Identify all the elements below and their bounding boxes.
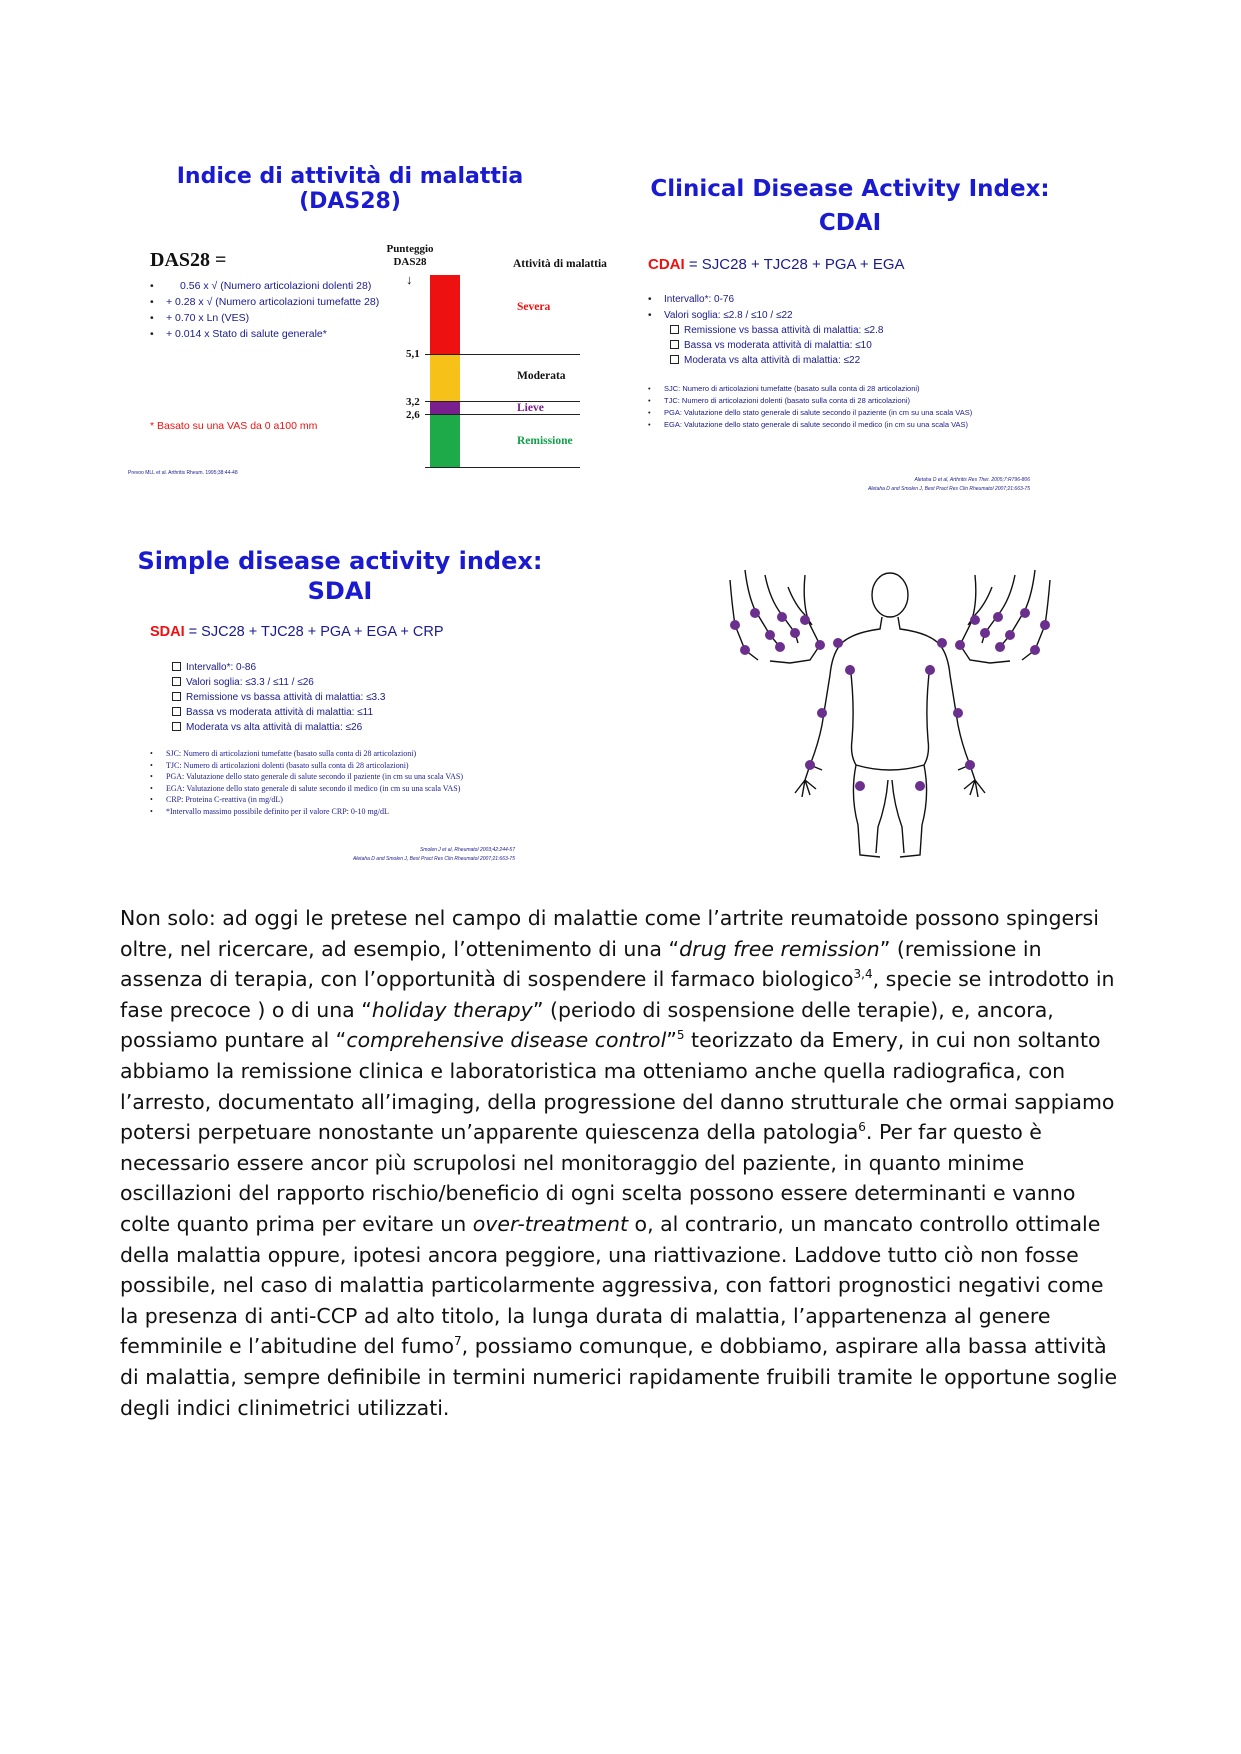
joint-marker	[995, 642, 1005, 652]
joint-marker	[765, 630, 775, 640]
checkbox-icon	[172, 677, 181, 686]
sdai-definitions	[150, 748, 540, 817]
cdai-threshold-item: Remissione vs bassa attività di malattia: ≤2.8	[670, 323, 883, 338]
das28-formula-item: • 0.56 x √ (Numero articolazioni dolenti 28)	[150, 278, 440, 294]
paragraph-text: Non solo: ad oggi le pretese nel campo di malattie come l’artrite reumatoide possono spingersi oltre, nel ricercare, ad esempio, l’ottenimento di una “drug free remission” (remissione in assenza di terapia, con l’opportunità di sospendere il farmaco biologico$^{3,4}$, specie se introdotto in fase precoce ) o di una “holiday therapy” (periodo di sospensione delle terapie), e, ancora, possiamo puntare al “comprehensive disease control”$^5$ teorizzato da Emery, in cui non soltanto abbiamo la remissione clinica e laboratoristica ma otteniamo anche quella radiografica, con l’arresto, documentato all’imaging, della progressione del danno strutturale che ormai sappiamo potersi perpetuare nonostante un’apparente quiescenza della patologia$^6$. Per far questo è necessario essere ancor più scrupolosi nel monitoraggio del paziente, in quanto minime oscillazioni del rapporto rischio/beneficio di ogni scelta possono essere determinanti e vanno colte quanto prima per evitare un over-treatment o, al contrario, un mancato controllo ottimale della malattia oppure, ipotesi ancora peggiore, una riattivazione. Laddove tutto ciò non fosse possibile, nel caso di malattia particolarmente aggressiva, con fattori prognostici negativi come la presenza di anti-CCP ad alto titolo, la lunga durata di malattia, l’appartenenza al genere femminile e l’abitudine del fumo$^7$, possiamo comunque, e dobbiamo, aspirare alla bassa attività di malattia, sempre definibile in termini numerici rapidamente fruibili tramite le opportune soglie degli indici clinimetrici utilizzati.	[120, 906, 1118, 1420]
cdai-definition: • PGA: Valutazione dello stato generale di salute secondo il paziente (in cm su una scala VAS)	[648, 407, 1068, 419]
joint-marker	[953, 708, 963, 718]
joint-marker	[955, 640, 965, 650]
checkbox-icon	[172, 692, 181, 701]
das28-threshold-value: 2,6	[406, 409, 420, 421]
das28-bar-remission	[430, 414, 460, 468]
cdai-citations: Aletaha D et al, Arthritis Res Ther. 2005;7:R796-806 Aletaha D and Smolen J, Best Pract Res Clin Rheumatol 2007;21:663-75	[867, 477, 1030, 492]
cdai-threshold-item: Bassa vs moderata attività di malattia: ≤10	[670, 338, 883, 353]
figure-body-outline	[805, 617, 975, 857]
das28-threshold-line	[425, 354, 580, 355]
joint-marker	[993, 612, 1003, 622]
cdai-formula-key: CDAI	[648, 256, 685, 273]
sdai-threshold-item: Moderata vs alta attività di malattia: ≤26	[172, 720, 385, 735]
sdai-definition: • PGA: Valutazione dello stato generale di salute secondo il paziente (in cm su una scala VAS)	[150, 771, 540, 783]
figure-head	[872, 573, 908, 617]
cdai-bullet-list	[648, 292, 793, 324]
checkbox-icon	[172, 722, 181, 731]
das28-threshold-line	[425, 467, 580, 468]
das28-activity-header: Attività di malattia	[513, 258, 607, 270]
joint-marker	[1040, 620, 1050, 630]
joint-marker	[925, 665, 935, 675]
joint-marker	[915, 781, 925, 791]
joint-marker	[1030, 645, 1040, 655]
sdai-definition: • *Intervallo massimo possibile definito per il valore CRP: 0-10 mg/dL	[150, 806, 540, 818]
joint-marker	[800, 615, 810, 625]
cdai-definitions	[648, 383, 1068, 431]
das28-scale-bar	[430, 275, 460, 468]
cdai-definition: • TJC: Numero di articolazioni dolenti (basato sulla conta di 28 articolazioni)	[648, 395, 1068, 407]
cdai-threshold-item: Moderata vs alta attività di malattia: ≤22	[670, 353, 883, 368]
das28-formula-list	[150, 278, 440, 342]
joint-marker	[1020, 608, 1030, 618]
joint-count-figure	[710, 565, 1070, 860]
cdai-threshold-list	[670, 323, 883, 368]
sdai-title: Simple disease activity index: SDAI	[137, 547, 543, 605]
cdai-title: Clinical Disease Activity Index: CDAI	[650, 176, 1050, 236]
das28-title: Indice di attività di malattia (DAS28)	[176, 164, 524, 214]
das28-threshold-value: 3,2	[406, 396, 420, 408]
joint-marker	[855, 781, 865, 791]
das28-formula-label: DAS28 =	[150, 249, 227, 271]
cdai-definition: • EGA: Valutazione dello stato generale di salute secondo il medico (in cm su una scala VAS)	[648, 419, 1068, 431]
cdai-formula	[648, 256, 905, 273]
checkbox-icon	[670, 355, 679, 364]
joint-marker	[970, 615, 980, 625]
cdai-bullet: • Intervallo*: 0-76	[648, 292, 793, 308]
das28-citation: Prevoo MLL et al. Arthritis Rheum. 1995;38:44-48	[128, 470, 238, 476]
joint-marker	[965, 760, 975, 770]
cdai-bullet: • Valori soglia: ≤2.8 / ≤10 / ≤22	[648, 308, 793, 324]
checkbox-icon	[670, 340, 679, 349]
das28-bar-mild	[430, 401, 460, 414]
sdai-threshold-item: Remissione vs bassa attività di malattia: ≤3.3	[172, 690, 385, 705]
checkbox-icon	[172, 707, 181, 716]
joint-marker	[777, 612, 787, 622]
joint-marker	[817, 708, 827, 718]
das28-bar-moderate	[430, 354, 460, 401]
sdai-threshold-item: Valori soglia: ≤3.3 / ≤11 / ≤26	[172, 675, 385, 690]
das28-scale-header: Punteggio DAS28	[386, 243, 434, 268]
joint-marker	[980, 628, 990, 638]
das28-formula-item: • + 0.28 x √ (Numero articolazioni tumefatte 28)	[150, 294, 440, 310]
joint-marker	[937, 638, 947, 648]
das28-threshold-value: 5,1	[406, 348, 420, 360]
checkbox-icon	[670, 325, 679, 334]
joint-marker	[750, 608, 760, 618]
sdai-formula-key: SDAI	[150, 624, 185, 640]
sdai-citations: Smolen J et al, Rheumatol 2003;42:244-57 Aletaha D and Smolen J, Best Pract Res Clin Rheumatol 2007;21:663-75	[352, 847, 515, 862]
sdai-formula-rest: = SJC28 + TJC28 + PGA + EGA + CRP	[184, 624, 444, 640]
joint-marker	[833, 638, 843, 648]
sdai-formula	[150, 624, 444, 640]
down-arrow-icon: ↓	[406, 272, 413, 287]
sdai-threshold-list	[172, 660, 385, 735]
das28-note: * Basato su una VAS da 0 a100 mm	[150, 420, 318, 432]
joint-marker	[790, 628, 800, 638]
sdai-definition: • EGA: Valutazione dello stato generale di salute secondo il medico (in cm su una scala VAS)	[150, 783, 540, 795]
cdai-formula-rest: = SJC28 + TJC28 + PGA + EGA	[684, 256, 905, 273]
sdai-threshold-item: Intervallo*: 0-86	[172, 660, 385, 675]
cdai-definition: • SJC: Numero di articolazioni tumefatte (basato sulla conta di 28 articolazioni)	[648, 383, 1068, 395]
das28-threshold-line	[425, 401, 580, 402]
joint-marker	[805, 760, 815, 770]
das28-level-remission: Remissione	[517, 435, 573, 447]
body-paragraph	[120, 903, 1125, 1423]
joint-marker	[815, 640, 825, 650]
joint-marker	[845, 665, 855, 675]
sdai-threshold-item: Bassa vs moderata attività di malattia: ≤11	[172, 705, 385, 720]
das28-bar-severe	[430, 275, 460, 354]
das28-level-moderate: Moderata	[517, 370, 566, 382]
sdai-definition: • CRP: Proteina C-reattiva (in mg/dL)	[150, 794, 540, 806]
joint-marker	[775, 642, 785, 652]
joint-marker	[740, 645, 750, 655]
das28-threshold-line	[425, 414, 580, 415]
das28-formula-item: • + 0.70 x Ln (VES)	[150, 310, 440, 326]
sdai-definition: • SJC: Numero di articolazioni tumefatte (basato sulla conta di 28 articolazioni)	[150, 748, 540, 760]
sdai-definition: • TJC: Numero di articolazioni dolenti (basato sulla conta di 28 articolazioni)	[150, 760, 540, 772]
das28-formula-item: • + 0.014 x Stato di salute generale*	[150, 326, 440, 342]
das28-level-mild: Lieve	[517, 402, 544, 414]
joint-marker	[1005, 630, 1015, 640]
joint-marker	[730, 620, 740, 630]
das28-level-severe: Severa	[517, 301, 551, 313]
checkbox-icon	[172, 662, 181, 671]
